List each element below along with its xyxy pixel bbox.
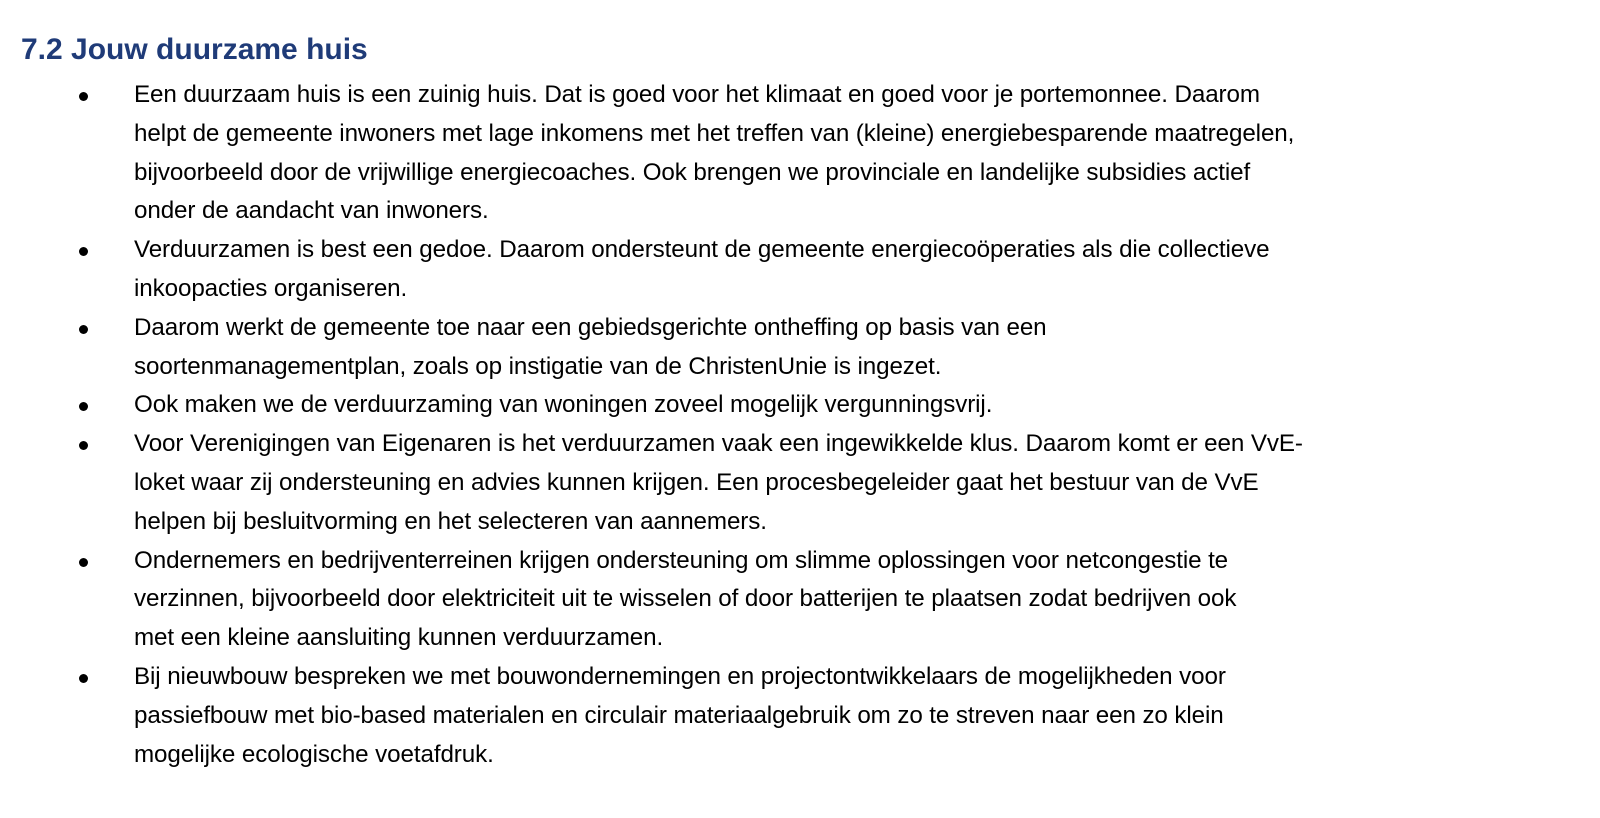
text-line: soortenmanagementplan, zoals op instigatie van de ChristenUnie is ingezet. — [134, 352, 942, 380]
bullet-dot-icon — [79, 325, 88, 334]
bullet-dot-icon — [79, 402, 88, 411]
bullet-dot-icon — [79, 92, 88, 101]
bullet-item — [0, 309, 1574, 387]
text-line: helpt de gemeente inwoners met lage inkomens met het treffen van (kleine) energiebesparende maatregelen, — [134, 119, 1295, 147]
bullet-text — [134, 231, 1574, 309]
bullet-item — [0, 386, 1574, 425]
bullet-text — [134, 386, 1574, 425]
bullet-text — [134, 425, 1574, 541]
bullet-item — [0, 542, 1574, 658]
text-line: mogelijke ecologische voetafdruk. — [134, 740, 494, 768]
bullet-item — [0, 76, 1574, 231]
text-line: Ook maken we de verduurzaming van woningen zoveel mogelijk vergunningsvrij. — [134, 391, 993, 419]
text-line: Verduurzamen is best een gedoe. Daarom ondersteunt de gemeente energiecoöperaties als die collectieve — [134, 236, 1270, 264]
bullet-text — [134, 658, 1574, 774]
bullet-dot-icon — [79, 441, 88, 450]
bullet-item — [0, 231, 1574, 309]
text-line: Daarom werkt de gemeente toe naar een gebiedsgerichte ontheffing op basis van een — [134, 313, 1047, 341]
text-line: loket waar zij ondersteuning en advies kunnen krijgen. Een procesbegeleider gaat het bestuur van de VvE — [134, 468, 1259, 496]
text-line: met een kleine aansluiting kunnen verduurzamen. — [134, 624, 664, 652]
bullet-dot-icon — [79, 674, 88, 683]
text-line: passiefbouw met bio-based materialen en circulair materiaalgebruik om zo te streven naar een zo klein — [134, 701, 1224, 729]
text-line: Bij nieuwbouw bespreken we met bouwondernemingen en projectontwikkelaars de mogelijkheden voor — [134, 662, 1226, 690]
text-line: Ondernemers en bedrijventerreinen krijgen ondersteuning om slimme oplossingen voor netcongestie te — [134, 546, 1229, 574]
text-line: helpen bij besluitvorming en het selecteren van aannemers. — [134, 507, 767, 535]
bullet-list — [0, 76, 1574, 774]
bullet-text — [134, 309, 1574, 387]
bullet-dot-icon — [79, 558, 88, 567]
bullet-text — [134, 542, 1574, 658]
bullet-item — [0, 658, 1574, 774]
bullet-item — [0, 425, 1574, 541]
section-heading: 7.2 Jouw duurzame huis — [21, 33, 368, 66]
text-line: inkoopacties organiseren. — [134, 274, 408, 302]
text-line: onder de aandacht van inwoners. — [134, 197, 489, 225]
text-line: Een duurzaam huis is een zuinig huis. Dat is goed voor het klimaat en goed voor je portemonnee. Daarom — [134, 81, 1260, 108]
text-line: bijvoorbeeld door de vrijwillige energiecoaches. Ook brengen we provinciale en landelijke subsidies actief — [134, 158, 1251, 186]
text-line: verzinnen, bijvoorbeeld door elektriciteit uit te wisselen of door batterijen te plaatsen zodat bedrijven ook — [134, 585, 1237, 613]
text-line: Voor Verenigingen van Eigenaren is het verduurzamen vaak een ingewikkelde klus. Daarom komt er een VvE- — [134, 430, 1303, 458]
bullet-dot-icon — [79, 247, 88, 256]
bullet-text — [134, 76, 1574, 231]
